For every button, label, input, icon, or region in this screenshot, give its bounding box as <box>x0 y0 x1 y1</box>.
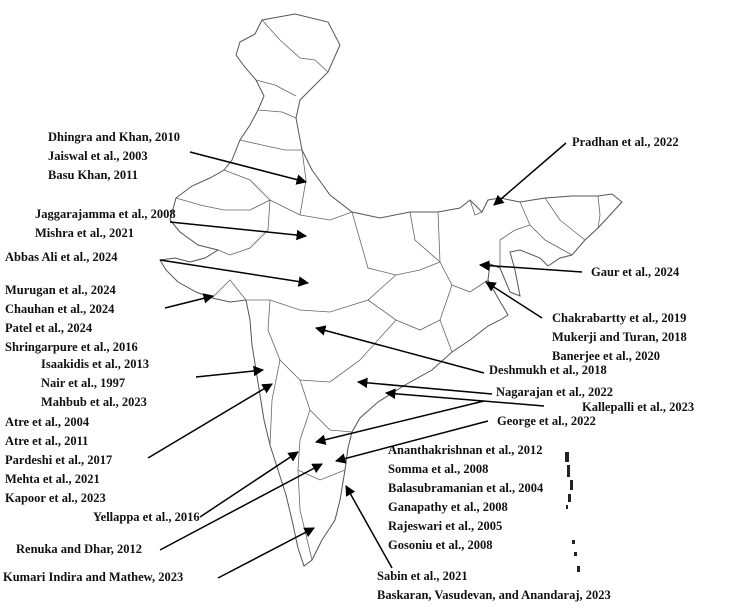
label-kerala <box>3 568 183 587</box>
label-line: Dhingra and Khan, 2010 <box>48 130 180 144</box>
label-line: Nagarajan et al., 2022 <box>496 385 613 399</box>
arrow-upper-center <box>170 222 306 236</box>
label-bangalore <box>16 540 142 559</box>
label-line: Banerjee et al., 2020 <box>552 349 660 363</box>
label-northeast-sikkim <box>572 133 679 152</box>
islands <box>565 452 580 572</box>
arrow-gujarat <box>165 296 213 308</box>
arrow-northeast-sikkim <box>494 143 566 205</box>
label-upper-center <box>35 205 176 243</box>
label-line: Mehta et al., 2021 <box>5 472 100 486</box>
label-line: Rajeswari et al., 2005 <box>388 519 503 533</box>
label-andhra <box>582 398 694 417</box>
label-deccan <box>489 361 607 380</box>
arrow-south-center-1 <box>358 382 492 394</box>
label-northeast-east <box>591 263 679 282</box>
label-line: Pardeshi et al., 2017 <box>5 453 113 467</box>
arrow-deccan <box>316 328 484 373</box>
label-line: Sabin et al., 2021 <box>377 569 468 583</box>
label-chennai-area <box>497 412 596 431</box>
label-karnataka <box>93 508 200 527</box>
label-line: Mishra et al., 2021 <box>35 226 134 240</box>
arrow-south-center-2 <box>316 401 484 442</box>
label-line: George et al., 2022 <box>497 414 596 428</box>
label-line: Ananthakrishnan et al., 2012 <box>388 443 543 457</box>
label-line: Isaakidis et al., 2013 <box>41 357 150 371</box>
label-line: Somma et al., 2008 <box>388 462 489 476</box>
label-tamil-nadu-south <box>377 567 611 605</box>
label-line: Chakrabartty et al., 2019 <box>552 311 687 325</box>
label-line: Ganapathy et al., 2008 <box>388 500 508 514</box>
label-line: Murugan et al., 2024 <box>5 283 116 297</box>
label-line: Basu Khan, 2011 <box>48 168 138 182</box>
label-line: Kapoor et al., 2023 <box>5 491 106 505</box>
label-west-bengal <box>552 309 687 366</box>
label-line: Jaiswal et al., 2003 <box>48 149 148 163</box>
label-gujarat <box>5 281 138 357</box>
label-line: Baskaran, Vasudevan, and Anandaraj, 2023 <box>377 588 611 602</box>
label-central <box>5 248 118 267</box>
label-line: Atre et al., 2011 <box>5 434 89 448</box>
label-line: Chauhan et al., 2024 <box>5 302 115 316</box>
label-line: Yellappa et al., 2016 <box>93 510 200 524</box>
label-line: Nair et al., 1997 <box>41 376 126 390</box>
label-line: Atre et al., 2004 <box>5 415 90 429</box>
label-line: Gaur et al., 2024 <box>591 265 680 279</box>
label-line: Patel et al., 2024 <box>5 321 93 335</box>
label-line: Shringarpure et al., 2016 <box>5 340 138 354</box>
label-tamil-nadu <box>388 441 543 555</box>
arrow-central <box>160 260 308 283</box>
label-line: Gosoniu et al., 2008 <box>388 538 493 552</box>
label-line: Jaggarajamma et al., 2008 <box>35 207 176 221</box>
label-line: Abbas Ali et al., 2024 <box>5 250 118 264</box>
arrow-maharashtra-coast <box>196 370 263 377</box>
label-line: Renuka and Dhar, 2012 <box>16 542 142 556</box>
arrow-north-center <box>190 152 306 182</box>
label-line: Balasubramanian et al., 2004 <box>388 481 544 495</box>
label-line: Kallepalli et al., 2023 <box>582 400 695 414</box>
label-maharashtra-coast <box>41 355 149 412</box>
arrow-west-bengal <box>486 282 542 318</box>
label-line: Kumari Indira and Mathew, 2023 <box>3 570 184 584</box>
label-line: Mahbub et al., 2023 <box>41 395 147 409</box>
label-line: Mukerji and Turan, 2018 <box>552 330 687 344</box>
arrow-northeast-east <box>480 265 582 272</box>
label-pune <box>5 413 112 508</box>
arrow-tamil-nadu-south <box>346 486 392 568</box>
label-line: Pradhan et al., 2022 <box>572 135 679 149</box>
label-line: Deshmukh et al., 2018 <box>489 363 607 377</box>
arrow-pune <box>148 384 272 458</box>
label-north-center <box>48 128 180 185</box>
